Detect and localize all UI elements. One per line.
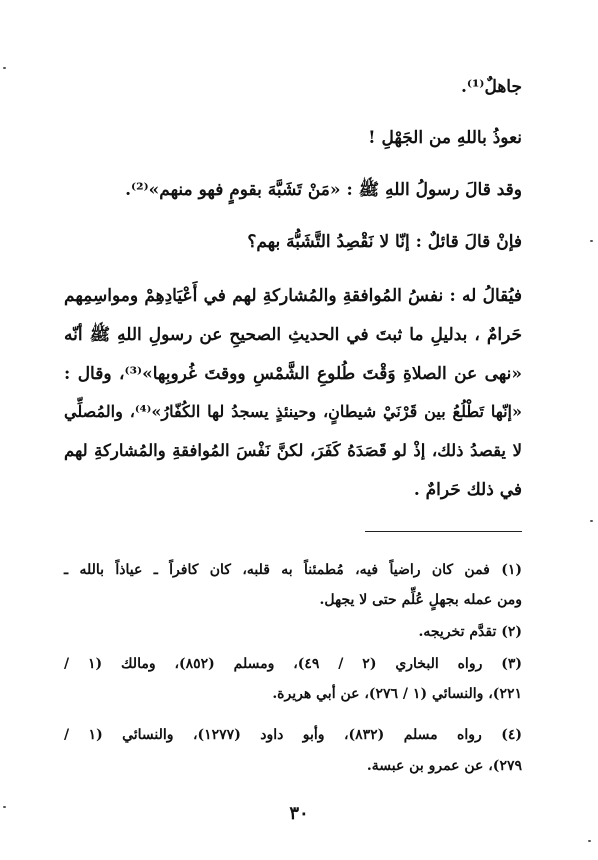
text-line: نعوذُ باللهِ من الجَهْلِ !	[368, 128, 522, 148]
page-number: ٣٠	[289, 803, 309, 824]
text-line: حَرامٌ ، بدليلِ ما ثبتَ في الحديثِ الصحيحِ عن رسولِ اللهِ ﷺ أنّه	[64, 325, 522, 345]
text-line: في ذلك حَرامٌ .	[413, 480, 522, 500]
scan-speck	[3, 806, 6, 808]
text-line: «إنّها تَطْلُعُ بين قَرْنَيْ شيطانٍ، وحينئذٍ يسجدُ لها الكُفّارُ»⁽⁴⁾، والمُصلِّي	[64, 402, 522, 421]
footnote-line: (٤) رواه مسلم (٨٣٢)، وأبو داود (١٢٧٧)، والنسائي (١ /	[64, 727, 522, 743]
footnote-line: ٢٧٩)، عن عمرو بن عبسة.	[366, 758, 522, 774]
footnote-line: (٢) تقدَّم تخريجه.	[418, 624, 522, 640]
scan-speck	[3, 67, 6, 69]
text-line: فإنْ قالَ قائلٌ : إنّا لا نَقْصِدُ التَّشَبُّهَ بهم؟	[247, 232, 522, 252]
scan-speck	[590, 240, 593, 242]
text-line: «نهى عن الصلاةِ وَقْتَ طُلوعِ الشَّمْسِ ووقتَ غُروبِها»⁽³⁾، وقال :	[64, 364, 522, 384]
footnote-line: (١) فمن كان راضياً فيه، مُطمئناً به قلبه، كان كافراً ـ عياذاً بالله ـ	[64, 562, 522, 578]
footnote-separator	[365, 531, 522, 532]
text-line: فيُقالُ له : نفسُ المُوافقةِ والمُشاركةِ لهم في أَعْيَادِهِمْ ومواسِمِهم	[64, 286, 522, 306]
footnote-line: (٣) رواه البخاري (٢ / ٤٩)، ومسلم (٨٥٢)، ومالك (١ /	[64, 656, 522, 672]
footnote-line: ومن عمله بجهلٍ عُلِّم حتى لا يجهل.	[319, 592, 522, 608]
scan-speck	[590, 520, 593, 522]
scan-speck	[588, 840, 591, 842]
text-line: جاهلٌ⁽¹⁾.	[460, 77, 522, 97]
text-line: وقد قالَ رسولُ اللهِ ﷺ : «مَنْ تَشَبَّهَ بقومٍ فهو منهم»⁽²⁾.	[125, 180, 522, 200]
text-line: لا يقصدُ ذلك، إذْ لو قَصَدَهُ كَفَرَ، لكنَّ نَفْسَ المُوافقةِ والمُشاركةِ لهم	[64, 441, 522, 460]
footnote-line: ٢٢١)، والنسائي (١ / ٢٧٦)، عن أبي هريرة.	[272, 686, 522, 702]
